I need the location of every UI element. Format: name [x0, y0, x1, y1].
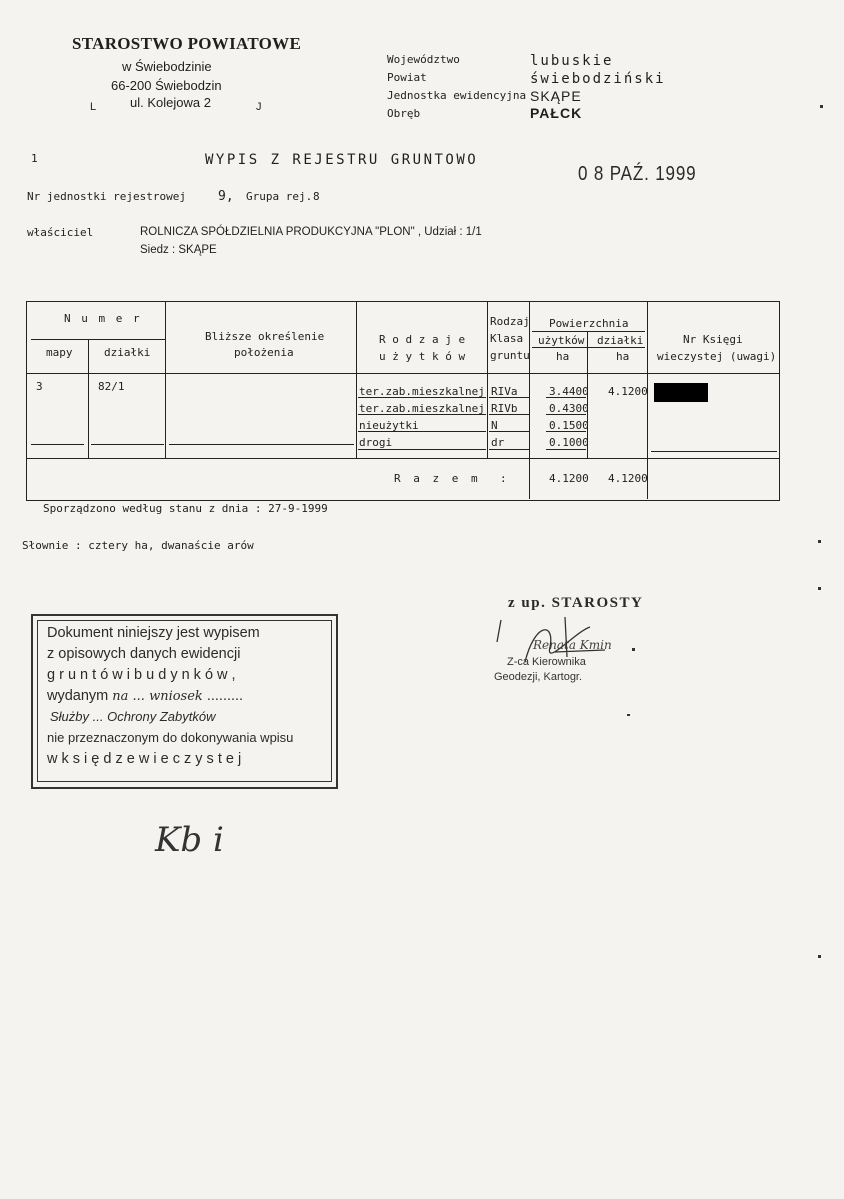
header-location-1: Bliższe określenie [205, 330, 325, 343]
cell-map-number: 3 [36, 380, 43, 393]
header-area-plot: działki [597, 334, 644, 347]
corner-mark-left: L [90, 101, 97, 113]
header-use-types-2: u ż y t k ó w [379, 350, 466, 363]
state-date-line: Sporządzono według stanu z dnia : 27-9-1999 [43, 502, 328, 515]
signature-title: z up. STAROSTY [508, 595, 644, 611]
table-row-area: 0.4300 [549, 402, 589, 415]
header-ha-2: ha [616, 350, 630, 363]
total-colon: : [500, 472, 507, 485]
registry-unit-value: 9, [218, 189, 234, 204]
office-name: STAROSTWO POWIATOWE [72, 34, 302, 53]
header-map: mapy [46, 346, 73, 359]
registry-unit-label: Nr jednostki rejestrowej [27, 190, 186, 203]
header-type-1: Rodzaj [490, 315, 530, 328]
table-row-class: N [491, 419, 498, 432]
office-postal-line: 66-200 Świebodzin [111, 78, 222, 93]
stamp-line-7: w k s i ę d z e w i e c z y s t e j [47, 751, 242, 767]
total-use-area: 4.1200 [549, 472, 589, 485]
signature-role-2: Geodezji, Kartogr. [494, 671, 583, 683]
table-row-class: RIVa [491, 385, 518, 398]
owner-name: ROLNICZA SPÓŁDZIELNIA PRODUKCYJNA "PLON" , Udział : 1/1 [140, 226, 482, 238]
stamp-line-1: Dokument niniejszy jest wypisem [47, 625, 260, 641]
header-plot: działki [104, 346, 151, 359]
date-stamp: 0 8 PAŹ. 1999 [578, 163, 697, 185]
header-land-book-1: Nr Księgi [683, 333, 743, 346]
precinct-value: PAŁCK [530, 105, 583, 121]
table-row-class: dr [491, 436, 505, 449]
owner-seat: Siedz : SKĄPE [140, 244, 217, 256]
stamp-handwritten-request: na ... wniosek [112, 689, 203, 704]
header-location-2: położenia [234, 346, 294, 359]
signature-role-1: Z-ca Kierownika [507, 656, 586, 668]
cell-plot-number: 82/1 [98, 380, 125, 393]
header-type-2: Klasa [490, 332, 524, 345]
signature-name: Renata Kmin [533, 638, 612, 652]
stamp-issued-label: wydanym [47, 688, 109, 704]
area-in-words: Słownie : cztery ha, dwanaście arów [22, 539, 254, 552]
header-numer: N u m e r [64, 312, 142, 325]
header-area-use: użytków [538, 334, 585, 347]
voivodeship-value: lubuskie [530, 53, 614, 69]
cell-plot-area: 4.1200 [608, 385, 648, 398]
precinct-label: Obręb [387, 107, 421, 120]
registry-group-value: 8 [313, 190, 320, 203]
table-row-use: ter.zab.mieszkalnej [359, 402, 485, 415]
handwritten-note: Kb i [155, 820, 224, 860]
county-label: Powiat [387, 71, 427, 84]
total-label: R a z e m [394, 472, 481, 485]
office-city-line: w Świebodzinie [122, 59, 212, 74]
table-row-area: 3.4400 [549, 385, 589, 398]
stamp-line-2: z opisowych danych ewidencji [47, 646, 241, 662]
owner-label: właściciel [27, 226, 94, 239]
document-title: WYPIS Z REJESTRU GRUNTOWO [205, 152, 479, 168]
registry-group-label: Grupa rej. [246, 190, 313, 203]
unit-value: SKĄPE [530, 88, 582, 104]
header-land-book-2: wieczystej (uwagi) [657, 350, 777, 363]
county-value: świebodziński [530, 71, 666, 87]
total-plot-area: 4.1200 [608, 472, 648, 485]
header-type-3: gruntu [490, 349, 530, 362]
table-row-area: 0.1000 [549, 436, 589, 449]
header-ha-1: ha [556, 350, 570, 363]
corner-mark-right: J [256, 101, 262, 113]
office-street-line: ul. Kolejowa 2 [130, 95, 211, 110]
header-area: Powierzchnia [549, 317, 629, 330]
table-row-use: nieużytki [359, 419, 419, 432]
stamp-handwritten-service: Służby ... Ochrony Zabytków [50, 709, 216, 724]
header-use-types-1: R o d z a j e [379, 333, 466, 346]
stamp-line-3: g r u n t ó w i b u d y n k ó w , [47, 667, 236, 683]
voivodeship-label: Województwo [387, 53, 460, 66]
unit-label: Jednostka ewidencyjna [387, 89, 527, 102]
stamp-line-6: nie przeznaczonym do dokonywania wpisu [47, 730, 294, 745]
stamp-line-4: wydanym na ... wniosek ......... [47, 688, 244, 704]
page-number: 1 [31, 152, 38, 165]
table-row-use: ter.zab.mieszkalnej [359, 385, 485, 398]
table-row-class: RIVb [491, 402, 518, 415]
redaction-box [654, 383, 708, 402]
table-row-use: drogi [359, 436, 393, 449]
table-row-area: 0.1500 [549, 419, 589, 432]
